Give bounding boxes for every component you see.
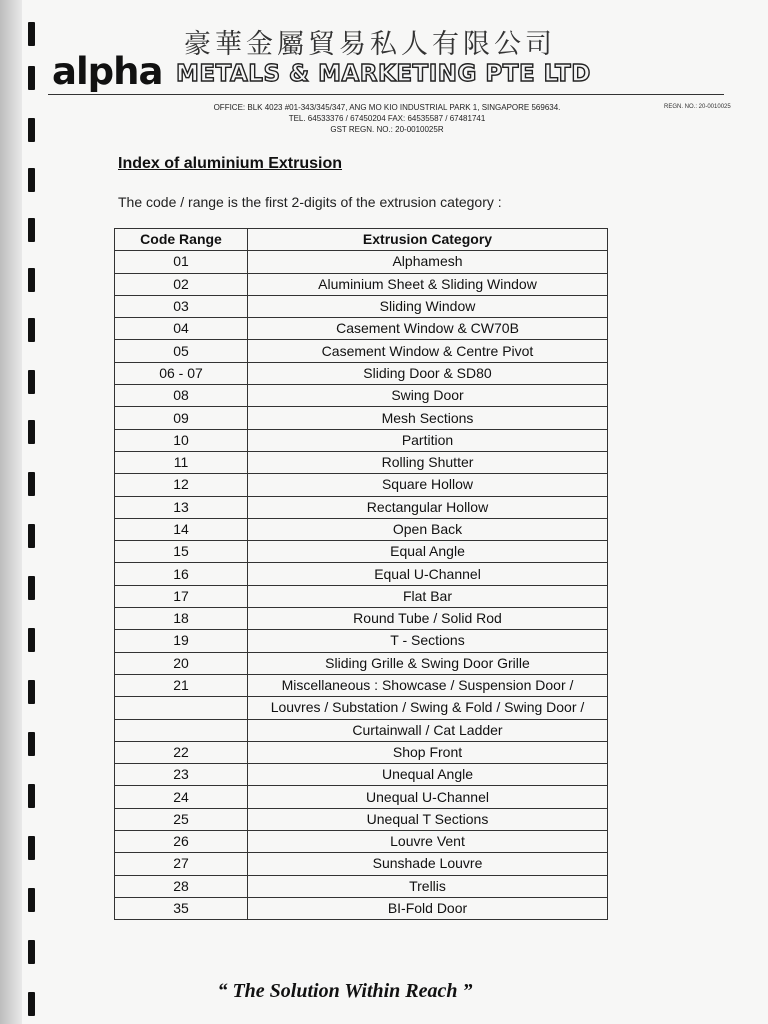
- extrusion-category-cell: T - Sections: [248, 630, 608, 652]
- binding-hole: [28, 22, 35, 46]
- extrusion-category-cell: Aluminium Sheet & Sliding Window: [248, 273, 608, 295]
- extrusion-category-cell: Square Hollow: [248, 474, 608, 496]
- extrusion-index-table: [114, 228, 608, 920]
- document-title: Index of aluminium Extrusion: [118, 155, 343, 172]
- code-range-cell: 11: [115, 451, 248, 473]
- table-row: [115, 674, 608, 696]
- binding-hole: [28, 784, 35, 808]
- code-range-cell: 08: [115, 385, 248, 407]
- binding-hole: [28, 472, 35, 496]
- extrusion-category-cell: Sliding Window: [248, 295, 608, 317]
- extrusion-category-cell: Sliding Grille & Swing Door Grille: [248, 652, 608, 674]
- extrusion-category-cell: Round Tube / Solid Rod: [248, 608, 608, 630]
- extrusion-category-cell: Unequal Angle: [248, 764, 608, 786]
- code-range-cell: 18: [115, 608, 248, 630]
- extrusion-category-cell: Unequal U-Channel: [248, 786, 608, 808]
- extrusion-category-cell: Casement Window & Centre Pivot: [248, 340, 608, 362]
- binding-hole: [28, 218, 35, 242]
- binding-hole: [28, 268, 35, 292]
- extrusion-category-cell: Partition: [248, 429, 608, 451]
- column-header-extrusion-category: Extrusion Category: [248, 229, 608, 251]
- table-row: [115, 630, 608, 652]
- extrusion-category-cell: Rectangular Hollow: [248, 496, 608, 518]
- code-range-cell: 21: [115, 674, 248, 696]
- binding-hole: [28, 318, 35, 342]
- extrusion-category-cell: Swing Door: [248, 385, 608, 407]
- table-row: [115, 429, 608, 451]
- company-logo: alpha: [52, 50, 163, 93]
- extrusion-category-cell: Flat Bar: [248, 585, 608, 607]
- table-row: [115, 518, 608, 540]
- binding-hole: [28, 732, 35, 756]
- column-header-code-range: Code Range: [115, 229, 248, 251]
- table-row: [115, 362, 608, 384]
- table-row: [115, 764, 608, 786]
- code-range-cell: 19: [115, 630, 248, 652]
- table-row: [115, 897, 608, 919]
- table-header-row: [115, 229, 608, 251]
- code-range-cell: 03: [115, 295, 248, 317]
- table-row: [115, 474, 608, 496]
- office-address: OFFICE: BLK 4023 #01-343/345/347, ANG MO KIO INDUSTRIAL PARK 1, SINGAPORE 569634.: [213, 103, 561, 112]
- binding-hole: [28, 420, 35, 444]
- table-row: [115, 585, 608, 607]
- extrusion-category-cell: Open Back: [248, 518, 608, 540]
- telephone-fax: TEL. 64533376 / 67450204 FAX: 64535587 / 67481741: [288, 114, 486, 123]
- extrusion-category-cell: Shop Front: [248, 741, 608, 763]
- table-row: [115, 451, 608, 473]
- binding-hole: [28, 370, 35, 394]
- table-row: [115, 541, 608, 563]
- extrusion-category-cell: Equal U-Channel: [248, 563, 608, 585]
- binding-hole: [28, 66, 35, 90]
- binding-hole: [28, 168, 35, 192]
- extrusion-category-cell: Unequal T Sections: [248, 808, 608, 830]
- page-edge-shadow: [0, 0, 22, 1024]
- extrusion-category-cell: Equal Angle: [248, 541, 608, 563]
- table-row: [115, 273, 608, 295]
- code-range-cell: 13: [115, 496, 248, 518]
- table-row: [115, 853, 608, 875]
- binding-hole: [28, 576, 35, 600]
- header-divider: [48, 94, 724, 95]
- binding-hole: [28, 940, 35, 964]
- code-range-cell: 28: [115, 875, 248, 897]
- code-range-cell: 24: [115, 786, 248, 808]
- table-row: [115, 251, 608, 273]
- code-range-cell: 14: [115, 518, 248, 540]
- extrusion-category-cell: Curtainwall / Cat Ladder: [248, 719, 608, 741]
- table-row: [115, 563, 608, 585]
- binding-hole: [28, 628, 35, 652]
- code-range-cell: 35: [115, 897, 248, 919]
- binding-hole: [28, 118, 35, 142]
- company-name: METALS & MARKETING PTE LTD: [176, 61, 591, 87]
- code-range-cell: 09: [115, 407, 248, 429]
- table-row: [115, 407, 608, 429]
- table-row: [115, 340, 608, 362]
- binding-hole: [28, 836, 35, 860]
- extrusion-category-cell: Louvre Vent: [248, 831, 608, 853]
- registration-number: REGN. NO.: 20-0010025: [664, 104, 731, 110]
- table-row: [115, 385, 608, 407]
- binding-hole: [28, 680, 35, 704]
- extrusion-category-cell: Sliding Door & SD80: [248, 362, 608, 384]
- code-range-cell: 15: [115, 541, 248, 563]
- extrusion-category-cell: Rolling Shutter: [248, 451, 608, 473]
- code-range-cell: 02: [115, 273, 248, 295]
- extrusion-category-cell: Miscellaneous : Showcase / Suspension Door /: [248, 674, 608, 696]
- extrusion-category-cell: BI-Fold Door: [248, 897, 608, 919]
- document-intro: The code / range is the first 2-digits of the extrusion category :: [118, 194, 502, 210]
- company-tagline: “ The Solution Within Reach ”: [217, 980, 473, 1002]
- table-row: [115, 652, 608, 674]
- code-range-cell: 22: [115, 741, 248, 763]
- extrusion-category-cell: Casement Window & CW70B: [248, 318, 608, 340]
- gst-registration: GST REGN. NO.: 20-0010025R: [330, 125, 444, 134]
- table-row: [115, 318, 608, 340]
- code-range-cell: 10: [115, 429, 248, 451]
- table-row: [115, 808, 608, 830]
- extrusion-category-cell: Trellis: [248, 875, 608, 897]
- code-range-cell: 06 - 07: [115, 362, 248, 384]
- code-range-cell: 20: [115, 652, 248, 674]
- binding-hole: [28, 888, 35, 912]
- table-row: [115, 875, 608, 897]
- extrusion-category-cell: Alphamesh: [248, 251, 608, 273]
- code-range-cell: 04: [115, 318, 248, 340]
- code-range-cell: [115, 719, 248, 741]
- table-row: [115, 608, 608, 630]
- company-contact-block: [152, 102, 622, 135]
- table-row: [115, 496, 608, 518]
- table-row: [115, 786, 608, 808]
- table-row: [115, 831, 608, 853]
- binding-hole: [28, 524, 35, 548]
- extrusion-category-cell: Mesh Sections: [248, 407, 608, 429]
- code-range-cell: 23: [115, 764, 248, 786]
- extrusion-category-cell: Sunshade Louvre: [248, 853, 608, 875]
- code-range-cell: 27: [115, 853, 248, 875]
- code-range-cell: 26: [115, 831, 248, 853]
- company-chinese-name: 豪華金屬貿易私人有限公司: [184, 29, 556, 60]
- code-range-cell: 17: [115, 585, 248, 607]
- code-range-cell: 12: [115, 474, 248, 496]
- code-range-cell: [115, 697, 248, 719]
- spiral-binding-holes: [26, 0, 40, 1024]
- table-row: [115, 719, 608, 741]
- code-range-cell: 01: [115, 251, 248, 273]
- table-row: [115, 741, 608, 763]
- table-row: [115, 295, 608, 317]
- code-range-cell: 25: [115, 808, 248, 830]
- extrusion-category-cell: Louvres / Substation / Swing & Fold / Swing Door /: [248, 697, 608, 719]
- code-range-cell: 16: [115, 563, 248, 585]
- code-range-cell: 05: [115, 340, 248, 362]
- table-row: [115, 697, 608, 719]
